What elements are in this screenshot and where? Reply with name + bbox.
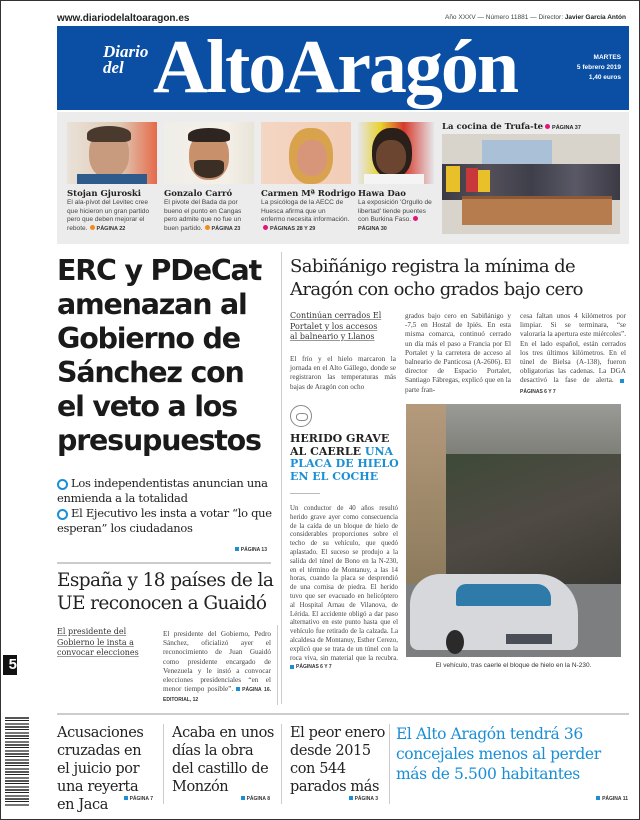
teaser-page: PÁGINAS 28 Y 29 — [270, 225, 316, 232]
frio-body-col1: El frío y el hielo marcaron la jornada en el Alto Gállego, donde se registraron las temperaturas más bajas de Aragón con ocho — [290, 355, 396, 391]
teaser-name: Hawa Dao — [358, 189, 406, 199]
herido-page[interactable]: PÁGINAS 6 Y 7 — [296, 664, 332, 671]
photo-dao — [358, 122, 434, 184]
page-square-icon — [236, 687, 240, 691]
masthead-diario-word: Diario — [103, 42, 149, 61]
teaser-text: La exposición 'Orgullo de libertad' tiende puentes con Burkina Faso. — [358, 199, 432, 224]
issue-number: Año XXXV — Número 11881 — Director: — [444, 14, 565, 21]
column-divider — [277, 625, 278, 705]
teaser-desc — [358, 199, 434, 233]
bullet-text: El Ejecutivo les insta a votar “lo que esperan” los ciudadanos — [57, 506, 272, 535]
page-dot-icon — [90, 225, 95, 230]
cocina-title-text: La cocina de Trufa-te — [442, 122, 544, 132]
bottom-page-text: PÁGINA 7 — [129, 796, 153, 802]
herido-body — [290, 505, 398, 672]
teaser-page: PÁGINA 22 — [96, 225, 126, 232]
teaser-desc — [67, 199, 157, 233]
page-square-icon — [349, 796, 353, 800]
edition-mark: 5 — [3, 655, 17, 675]
issue-meta — [445, 14, 626, 21]
herido-body-text: Un conductor de 40 años resultó herido grave ayer como consecuencia de la caída de un bloque de hielo de considerables proporciones sobre el techo de su vehículo, que quedó aplastado. El suceso se produjo a la salida del túnel de Bono en la N-230, en el término de Montanuy, a las 14 horas, cuando la placa se desprendió de una cornisa de piedra. El herido tuvo que ser evacuado en helicóptero al Hospital Arnau de Vilanova, de Lérida. El accidente obligó a dar paso alternativo en este punto hasta que el vehículo fue retirado de la calzada. La alcaldesa de Montanuy, Esther Cerezo, explicó que se trata de un túnel con la roca viva, sin material que la recubra. — [290, 505, 398, 662]
lead-bullets — [57, 476, 279, 536]
page-square-icon — [235, 547, 239, 551]
teaser-name: Carmen Mª Rodrigo — [261, 189, 356, 199]
page-square-icon — [124, 796, 128, 800]
lead-bullet — [57, 506, 279, 536]
bullet-text: Los independentistas anuncian una enmienda a la totalidad — [57, 476, 268, 505]
page-dot-icon — [545, 124, 550, 129]
masthead — [57, 26, 629, 110]
bottom-page-text: PÁGINA 3 — [354, 796, 378, 802]
masthead-logo: AltoAragón — [153, 25, 518, 109]
teaser-rodrigo[interactable] — [261, 122, 356, 233]
guaido-body — [163, 630, 271, 706]
page-square-icon — [241, 796, 245, 800]
cocina-teaser-title[interactable] — [442, 122, 581, 132]
masthead-date — [577, 53, 621, 83]
frio-page[interactable]: PÁGINAS 6 Y 7 — [520, 388, 556, 395]
frio-body-text: cesa faltan unos 4 kilómetros por limpiar. Si se terminara, “se valoraría la apertura este miércoles”. En el lado español, están cerrados los tres últimos kilómetros. En el túnel de Bielsa (A-138), fueron obligatorias las cadenas. La DGA desactivó la fase de alerta. — [520, 312, 626, 385]
herido-headline-black: HERIDO GRAVE AL CAERLE — [290, 432, 390, 458]
bullet-circle-icon — [57, 509, 68, 520]
teaser-strip — [57, 112, 629, 244]
frio-subhead: Continúan cerrados El Portalet y los accesos al balneario y Llanos — [290, 311, 382, 341]
teaser-text: La psicóloga de la AECC de Huesca afirma que un enfermo necesita información. — [261, 199, 350, 224]
column-divider — [281, 252, 282, 704]
bottom-story-4[interactable]: El Alto Aragón tendrá 36 concejales menos al perder más de 5.500 habitantes — [396, 725, 601, 783]
page-dot-icon — [413, 216, 418, 221]
guaido-body-text: El presidente del Gobierno, Pedro Sánchez, oficializó ayer el reconocimiento de Juan Guaidó como presidente encargado de Venezuela y le instó a convocar elecciones presidenciales “en el menor tiempo posible”. — [163, 630, 271, 694]
teaser-desc — [261, 199, 351, 233]
bottom-page-text: PÁGINA 11 — [602, 796, 628, 802]
teaser-desc — [164, 199, 254, 233]
bullet-circle-icon — [57, 479, 68, 490]
issue-price: 1,40 euros — [588, 74, 621, 81]
bottom-story-2[interactable]: Acaba en unos días la obra del castillo de Monzón — [172, 725, 274, 795]
lead-headline[interactable]: ERC y PDeCat amenazan al Gobierno de Sánchez con el veto a los presupuestos — [57, 254, 261, 457]
lead-bullet — [57, 476, 279, 506]
divider — [57, 713, 629, 715]
bottom-page-3[interactable] — [290, 796, 378, 802]
teaser-dao[interactable] — [358, 122, 434, 233]
column-divider — [163, 724, 164, 804]
masthead-diario — [103, 44, 148, 76]
divider — [57, 562, 271, 564]
cocina-page: PÁGINA 37 — [552, 125, 581, 131]
issue-day: MARTES — [593, 54, 621, 61]
page-square-icon — [596, 796, 600, 800]
frio-headline[interactable]: Sabiñánigo registra la mínima de Aragón con ocho grados bajo cero — [290, 256, 583, 300]
teaser-name: Gonzalo Carró — [164, 189, 233, 199]
herido-headline-blue: UNA PLACA DE HIELO EN EL COCHE — [290, 444, 399, 483]
guaido-page[interactable]: PÁGINA 16. EDITORIAL, 12 — [163, 687, 272, 704]
lead-page-text: PÁGINA 13 — [240, 547, 267, 553]
photo-car-ice — [406, 404, 621, 657]
page-dot-icon — [205, 225, 210, 230]
accident-icon — [290, 405, 312, 427]
guaido-subhead: El presidente del Gobierno le insta a convocar elecciones — [57, 627, 139, 657]
masthead-del-word: del — [103, 58, 124, 77]
teaser-text: El pivote del Bada da por bueno el punto en Cangas pero admite que no fue un buen partido. — [164, 199, 242, 232]
photo-caption: El vehículo, tras caerle el bloque de hielo en la N-230. — [435, 662, 592, 669]
guaido-headline[interactable]: España y 18 países de la UE reconocen a Guaidó — [57, 570, 274, 614]
photo-rodrigo — [261, 122, 351, 184]
teaser-name: Stojan Gjuroski — [67, 189, 142, 199]
bottom-story-1[interactable]: Acusaciones cruzadas en el juicio por una reyerta en Jaca — [57, 725, 144, 813]
teaser-page: PÁGINA 23 — [211, 225, 241, 232]
issue-date: 5 febrero 2019 — [576, 64, 621, 71]
page-dot-icon — [263, 225, 268, 230]
page-square-icon — [290, 665, 294, 669]
director-name: Javier García Antón — [564, 14, 626, 21]
bottom-page-1[interactable] — [57, 796, 153, 802]
photo-carro — [164, 122, 254, 184]
bottom-page-4[interactable] — [396, 796, 628, 802]
column-divider — [281, 724, 282, 804]
frio-body-col2: grados bajo cero en Sabiñánigo y -7,5 en Hostal de Ipiés. En esta misma comarca, continuó cerrado un día más el paso a Francia por El Portalet y la carretera de acceso al balneario de Panticosa (A-2606). El director de Espacio Portalet, Santiago Fábregas, explicó que en la parte fran- — [405, 312, 511, 394]
photo-gjuroski — [67, 122, 157, 184]
frio-body-col3 — [520, 312, 626, 397]
website-url[interactable]: www.diariodelaltoaragon.es — [57, 13, 190, 24]
teaser-gjuroski[interactable] — [67, 122, 157, 233]
page-square-icon — [620, 379, 624, 383]
bottom-page-2[interactable] — [172, 796, 270, 802]
column-divider — [389, 724, 390, 804]
bottom-page-text: PÁGINA 8 — [246, 796, 270, 802]
barcode-icon — [5, 717, 29, 807]
lead-page-ref[interactable] — [57, 547, 267, 553]
divider — [290, 493, 320, 494]
teaser-page: PÁGINA 30 — [358, 225, 387, 232]
teaser-carro[interactable] — [164, 122, 254, 233]
teaser-text: El ala-pívot del Levitec cree que hicieron un gran partido pero que deben mejorar el rebote. — [67, 199, 150, 232]
herido-headline[interactable] — [290, 433, 400, 483]
bottom-story-3[interactable]: El peor enero desde 2015 con 544 parados más — [290, 725, 385, 795]
photo-cocina-group — [442, 134, 620, 234]
